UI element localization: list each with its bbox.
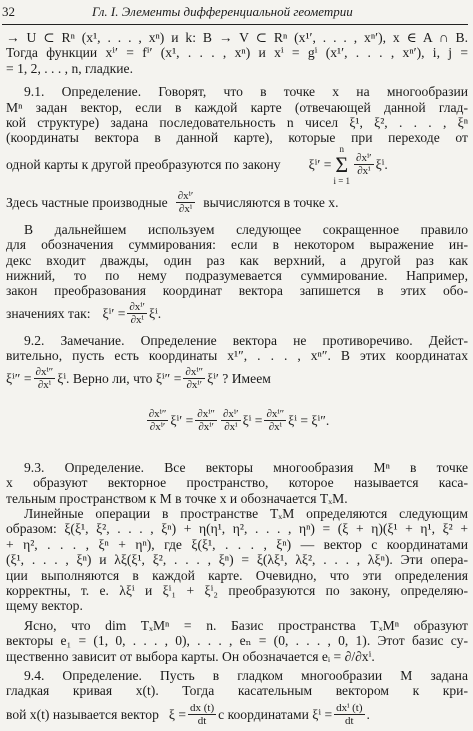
running-title: Гл. I. Элементы дифференциальной геометрии: [92, 4, 353, 19]
text-line: = 1, 2, . . . , n, гладкие.: [6, 60, 133, 76]
numerator: dx (t): [190, 702, 215, 715]
fraction: [183, 366, 205, 391]
fraction: [354, 152, 374, 177]
denominator: dt: [345, 715, 354, 728]
math-lhs: ξⁱ′ =: [102, 306, 126, 322]
remark-9-2-line: 9.2. Замечание. Определение вектора не противоречиво. Дейст-: [24, 332, 468, 348]
fraction: [176, 190, 196, 215]
text-line: закон преобразования координат вектора запишется в этих обо-: [6, 283, 468, 299]
text-fragment: ξⁱ′ ? Имеем: [207, 370, 271, 386]
summation-convention-example: [6, 299, 468, 329]
page-body: [6, 30, 468, 731]
text-line: тельным пространством к M в точке x и обозначается TₓM.: [6, 490, 348, 506]
text-line: → U ⊂ Rⁿ (x¹, . . . , xⁿ) и k: B → V ⊂ Rⁿ (x¹′, . . . , xⁿ′), x ∈ A ∩ B.: [6, 30, 468, 45]
sigma-symbol: Σ: [335, 151, 349, 177]
numerator: ∂xⁱ′: [177, 190, 194, 203]
fraction: [221, 408, 241, 433]
partial-derivative-line: [6, 184, 468, 222]
text-line: щему вектор.: [6, 598, 83, 614]
fraction: [334, 702, 364, 727]
denominator: ∂xⁱ: [224, 421, 238, 434]
denominator: ∂xⁱ: [178, 203, 193, 216]
text-line: образом: ξ(ξ¹, ξ², . . . , ξⁿ) + η(η¹, η², . . . , ηⁿ) = (ξ + η)(ξ¹ + η¹, ξ² +: [6, 521, 468, 537]
numerator: ∂xⁱ″: [185, 366, 204, 379]
definition-9-4-line: 9.4. Определение. Пусть в гладком многообразии M задана: [24, 667, 468, 683]
fraction: [195, 408, 217, 433]
page-number: 32: [2, 4, 15, 19]
consistency-question: [6, 364, 468, 394]
text-line: гладкая кривая x(t). Тогда касательным вектором к кри-: [6, 683, 468, 699]
math-lhs: ξⁱ″ =: [6, 370, 32, 386]
text-line: для обозначения суммирования: если в некотором выражение ин-: [6, 237, 468, 253]
numerator: ∂xⁱ″: [266, 408, 285, 421]
text-line: (ξ¹, . . . , ξⁿ) и λξ(ξ¹, ξ², . . . , ξⁿ) = ξ(λξ¹, λξ², . . . , λξⁿ). Эти опера-: [6, 552, 468, 568]
text-line: вительно, пусть есть координаты x¹″, . . . , xⁿ″. В этих координатах: [6, 348, 468, 364]
text-fragment: Здесь частные производные: [6, 195, 168, 211]
text-line: корректны, т. е. λξⁱ и ξⁱ₁ + ξⁱ₂ преобразуются по закону, определяю-: [6, 582, 468, 598]
math-lhs: ξ =: [168, 707, 187, 723]
math-lhs: ξⁱ′ =: [308, 157, 332, 173]
summation-sign: [333, 144, 350, 186]
fraction: [264, 408, 286, 433]
transformation-law-equation: [6, 143, 468, 186]
tangent-vector-equation: [6, 699, 468, 731]
sum-lower: i = 1: [333, 175, 351, 186]
text-line: Mⁿ задан вектор, если в каждой карте (отвечающей данной глад-: [6, 99, 468, 115]
denominator: ∂xⁱ: [357, 165, 371, 178]
numerator: ∂xⁱ′: [356, 152, 372, 165]
math-term: ξⁱ = ξⁱ″.: [288, 412, 330, 428]
text-line: Линейные операции в пространстве TₓM определяются следующим: [24, 505, 468, 521]
math-tail: .: [366, 707, 370, 723]
fraction: [34, 366, 56, 391]
text-line: векторы e₁ = (1, 0, . . . , 0), . . . , eₙ = (0, . . . , 0, 1). Этот базис су-: [6, 633, 468, 649]
chain-rule-equation: [6, 394, 468, 448]
running-header: [0, 4, 473, 22]
numerator: ∂xⁱ″: [35, 366, 54, 379]
header-rule: [2, 24, 468, 25]
denominator: ∂xⁱ′: [198, 421, 214, 434]
text-line: Тогда функции xⁱ′ = fⁱ′ (x¹, . . . , xⁿ) и xⁱ = gⁱ (x¹′, . . . , xⁿ′), i, j =: [6, 45, 468, 61]
text-line: x образуют векторное пространство, которое называется каса-: [6, 475, 468, 491]
text-fragment: одной карты к другой преобразуются по закону: [6, 157, 281, 173]
definition-9-1-line: 9.1. Определение. Говорят, что в точке x на многообразии: [24, 84, 468, 100]
numerator: dxⁱ (t): [336, 702, 363, 715]
denominator: ∂xⁱ: [268, 421, 282, 434]
numerator: ∂xⁱ′: [223, 408, 239, 421]
numerator: ∂xⁱ″: [148, 408, 167, 421]
text-line: В дальнейшем используем следующее сокращенное правило: [24, 221, 468, 237]
math-tail: ξⁱ.: [148, 306, 162, 322]
fraction: [147, 408, 169, 433]
text-fragment: с координатами ξⁱ =: [218, 707, 333, 723]
text-line: (координаты вектора в данной карте), которые при переходе от: [6, 130, 468, 146]
text-line: ции выполняются в каждой карте. Очевидно, что эти определения: [6, 567, 468, 583]
sum-upper: n: [339, 143, 344, 154]
denominator: ∂xⁱ′: [149, 421, 166, 434]
denominator: ∂xⁱ: [130, 314, 144, 327]
math-term: ξⁱ′ =: [170, 412, 194, 428]
text-line: кой структуре) задана последовательность n чисел ξ¹, ξ², . . . , ξⁿ: [6, 115, 468, 131]
text-fragment: ξⁱ. Верно ли, что ξⁱ″ =: [57, 370, 182, 386]
fraction: [127, 301, 147, 326]
numerator: ∂xⁱ″: [197, 408, 215, 421]
text-line: нижний, то по нему подразумевается суммирование. Например,: [6, 268, 468, 284]
denominator: ∂xⁱ: [37, 379, 51, 392]
math-term: ξⁱ =: [242, 412, 263, 428]
definition-9-3-line: 9.3. Определение. Все векторы многообразия Mⁿ в точке: [24, 459, 468, 475]
math-tail: ξⁱ.: [375, 157, 388, 173]
text-line: Ясно, что dim TₓMⁿ = n. Базис пространства TₓMⁿ образуют: [24, 617, 468, 633]
text-fragment: вычисляются в точке x.: [203, 195, 339, 211]
text-line: + η², . . . , ξⁿ + ηⁿ), где ξ(ξ¹, . . . , ξⁿ) — вектор с координатами: [6, 536, 468, 552]
denominator: dt: [197, 715, 207, 728]
text-fragment: значениях так:: [6, 306, 91, 322]
text-fragment: вой x(t) называется вектор: [6, 707, 159, 723]
text-line: щественно зависит от выбора карты. Он обозначается eᵢ = ∂/∂xⁱ.: [6, 648, 375, 664]
denominator: ∂xⁱ′: [186, 379, 203, 392]
text-line: декс входит дважды, один раз как верхний, а другой раз как: [6, 252, 468, 268]
fraction: [188, 702, 216, 727]
numerator: ∂xⁱ′: [129, 301, 145, 314]
